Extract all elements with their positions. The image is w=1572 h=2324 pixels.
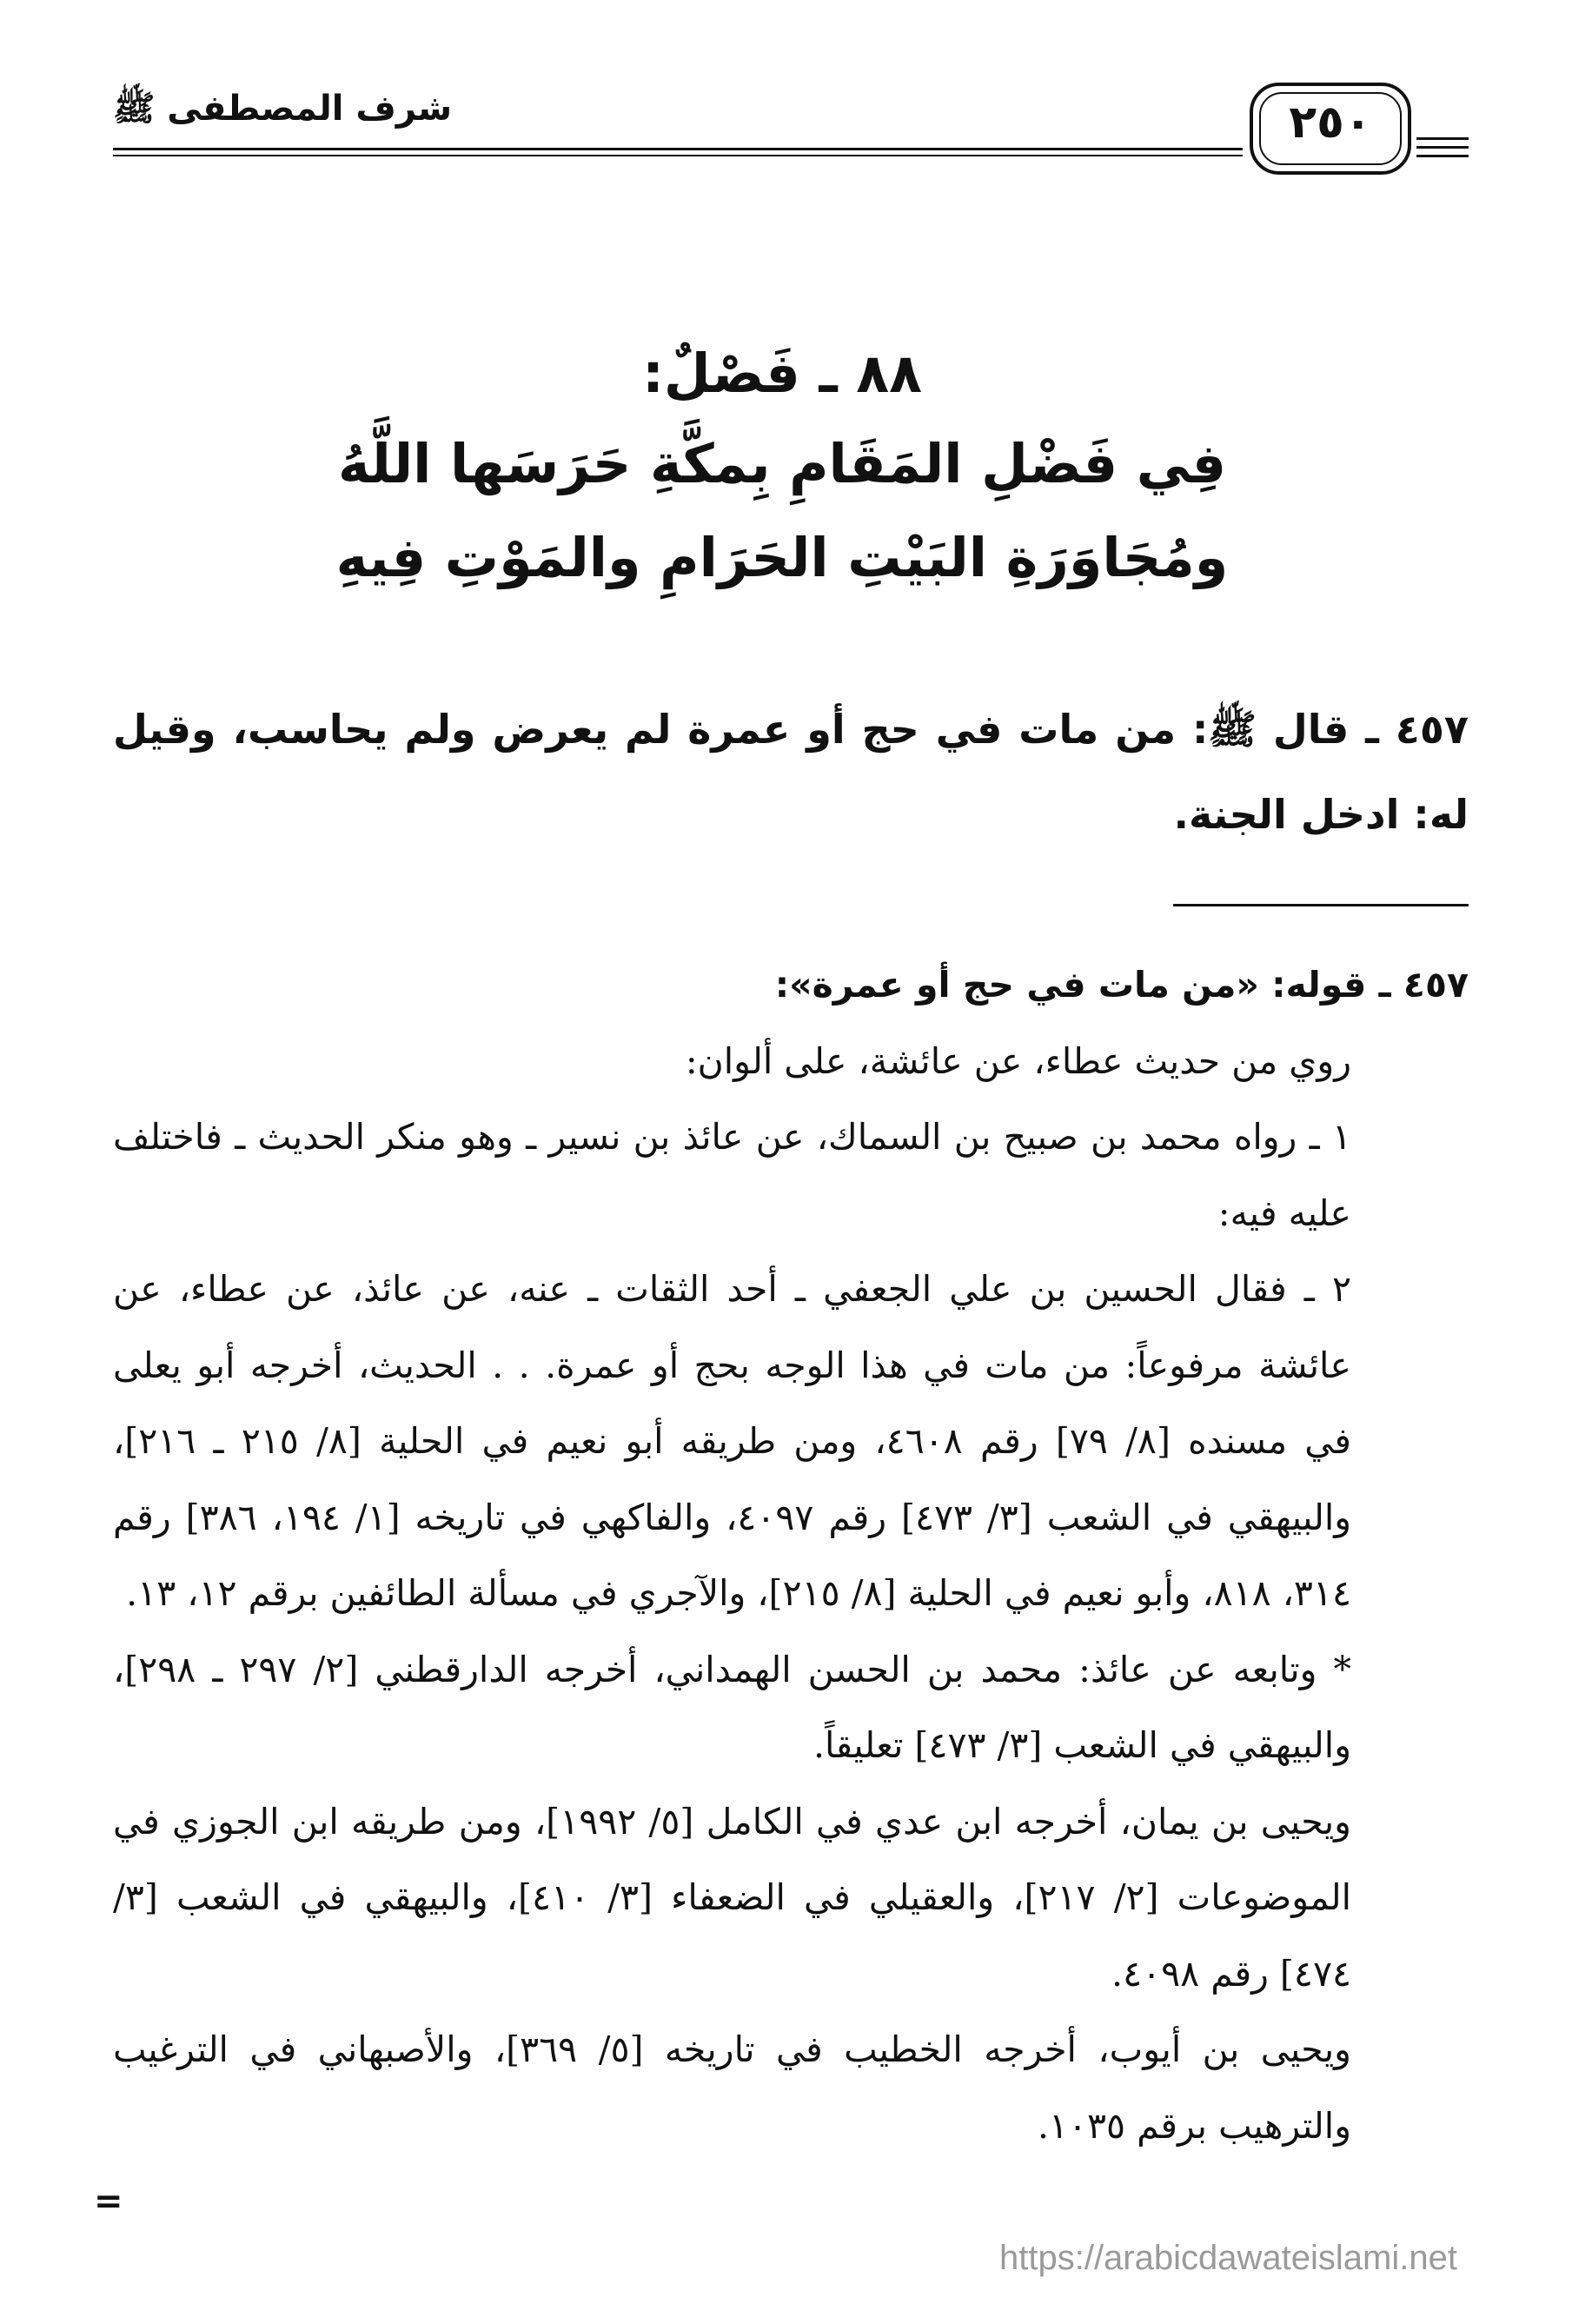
footnote-separator xyxy=(1173,904,1469,906)
commentary-paragraph: روي من حديث عطاء، عن عائشة، على ألوان: xyxy=(685,1039,1351,1082)
commentary-paragraph: ٢ ـ فقال الحسين بن علي الجعفي ـ أحد الثقات ـ عنه، عن عائذ، عن عطاء، عن عائشة مرفوعاً: من مات في هذا الوجه بحج أو عمرة. . . الحديث، أخرجه أبو يعلى في مسنده [٨/ ٧٩] رقم ٤٦٠٨، ومن طريقه أبو نعيم في الحلية [٨/ ٢١٥ ـ ٢١٦]، والبيهقي في الشعب [٣/ ٤٧٣] رقم ٤٠٩٧، والفاكهي في تاريخه [١/ ١٩٤، ٣٨٦] رقم ٣١٤، ٨١٨، وأبو نعيم في الحلية [٨/ ٢١٥]، والآجري في مسألة الطائفين برقم ١٢، ١٣. xyxy=(113,1268,1352,1614)
commentary-paragraph: ويحيى بن أيوب، أخرجه الخطيب في تاريخه [٥/ ٣٦٩]، والأصبهاني في الترغيب والترهيب برقم ١٠٣٥. xyxy=(113,2029,1351,2147)
chapter-number: ٨٨ ـ فَصْلٌ: xyxy=(642,342,922,405)
commentary-paragraph: ويحيى بن يمان، أخرجه ابن عدي في الكامل [٥/ ١٩٩٢]، ومن طريقه ابن الجوزي في الموضوعات [٢/ ٢١٧]، والعقيلي في الضعفاء [٣/ ٤١٠]، والبيهقي في الشعب [٣/ ٤٧٤] رقم ٤٠٩٨. xyxy=(113,1800,1351,1995)
commentary-lead: ٤٥٧ ـ قوله: «من مات في حج أو عمرة»: xyxy=(774,964,1469,1006)
header-rule-right-2 xyxy=(1416,146,1469,149)
commentary-paragraph: * وتابعه عن عائذ: محمد بن الحسن الهمداني، أخرجه الدارقطني [٢/ ٢٩٧ ـ ٢٩٨]، والبيهقي في الشعب [٣/ ٤٧٣] تعليقاً. xyxy=(113,1648,1351,1766)
commentary-paragraph: ١ ـ رواه محمد بن صبيح بن السماك، عن عائذ بن نسير ـ وهو منكر الحديث ـ فاختلف عليه فيه: xyxy=(113,1116,1351,1234)
page-number: ٢٥٠ xyxy=(1289,96,1372,149)
header-rule xyxy=(113,148,1243,150)
chapter-title-line-1: فِي فَضْلِ المَقَامِ بِمكَّةِ حَرَسَها اللَّهُ xyxy=(337,432,1227,495)
page-header xyxy=(113,70,1469,183)
chapter-title-line-2: ومُجَاوَرَةِ البَيْتِ الحَرَامِ والمَوْتِ فِيهِ xyxy=(335,526,1229,589)
chapter-heading xyxy=(174,330,1390,605)
header-rule-right-3 xyxy=(1416,155,1469,157)
header-rule-thin xyxy=(113,155,1243,156)
watermark: https://arabicdawateislami.net xyxy=(999,2239,1457,2277)
hadith-text: ٤٥٧ ـ قال ﷺ: من مات في حج أو عمرة لم يعرض ولم يحاسب، وقيل له: ادخل الجنة. xyxy=(113,706,1469,838)
page-number-frame xyxy=(1250,83,1411,175)
commentary xyxy=(113,947,1469,2164)
running-title: شرف المصطفى ﷺ xyxy=(113,89,453,129)
header-rule-right-1 xyxy=(1416,137,1469,140)
continuation-mark: = xyxy=(94,2181,123,2221)
